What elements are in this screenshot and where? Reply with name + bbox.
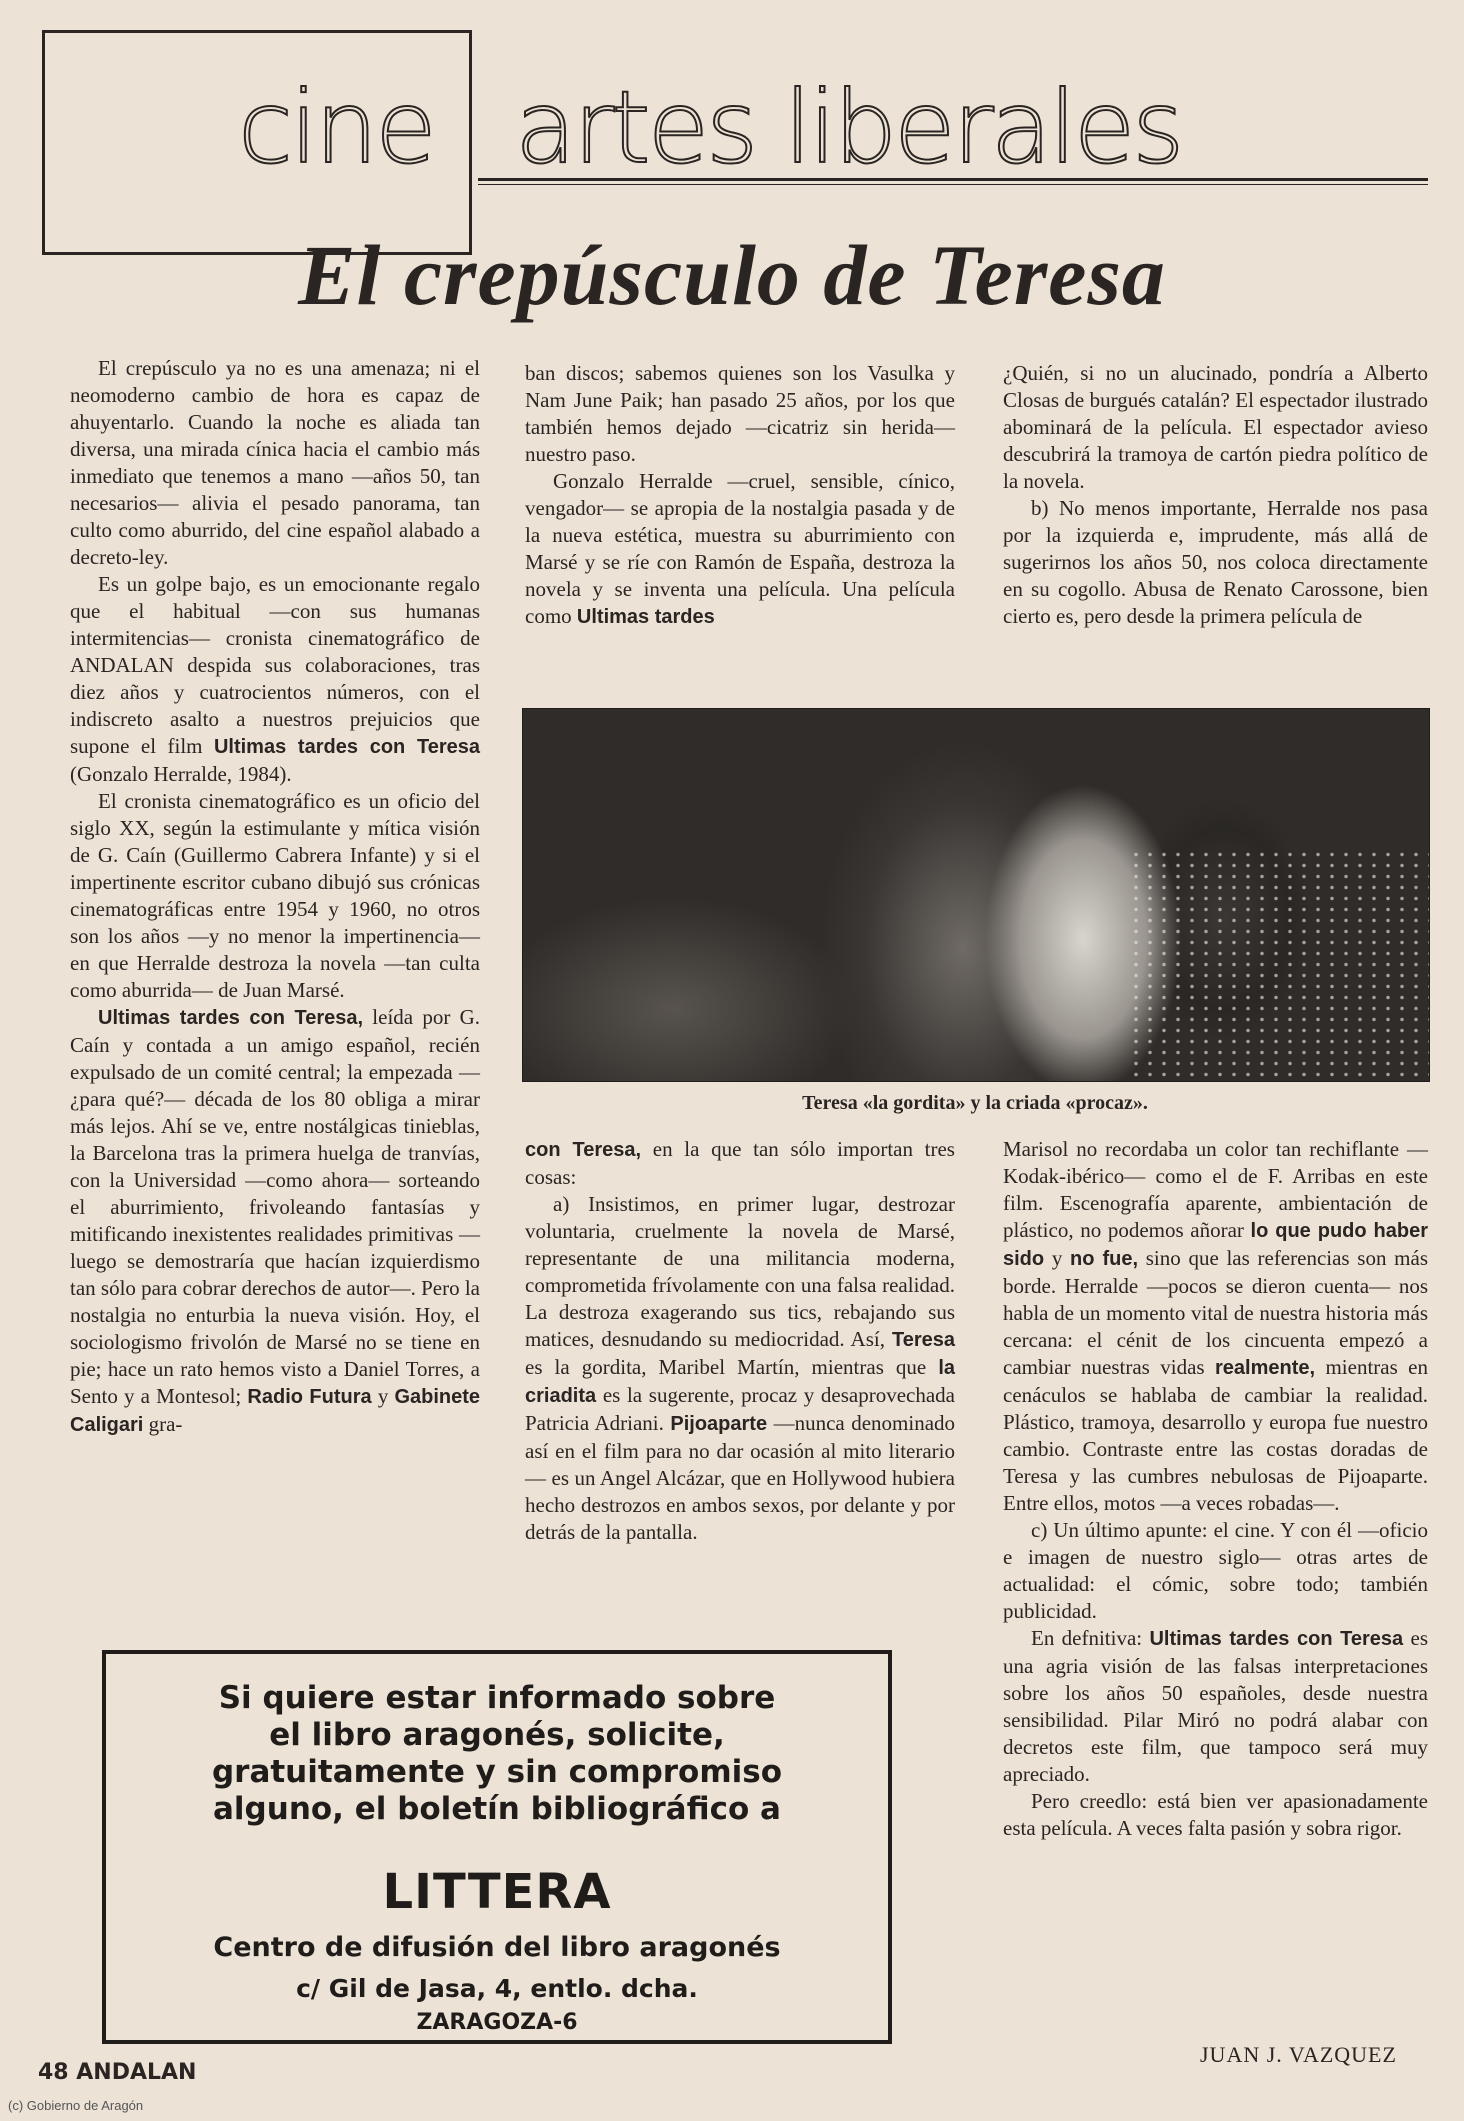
film-title: Ultimas tardes bbox=[576, 606, 715, 628]
article-column-3-bottom bbox=[1003, 1136, 1428, 1842]
paragraph: Pero creedlo: está bien ver apasionadamente esta película. A veces falta pasión y sobra rigor. bbox=[1003, 1789, 1428, 1840]
article-column-1 bbox=[70, 355, 480, 1439]
copyright-credit: (c) Gobierno de Aragón bbox=[8, 2098, 144, 2113]
photo-caption: Teresa «la gordita» y la criada «procaz». bbox=[802, 1092, 1148, 1114]
littera-advertisement bbox=[102, 1650, 892, 2044]
author-byline: JUAN J. VAZQUEZ bbox=[1200, 2042, 1397, 2067]
film-title: Ultimas tardes con Teresa, bbox=[98, 1007, 364, 1029]
ad-address: c/ Gil de Jasa, 4, entlo. dcha. bbox=[296, 1974, 698, 2003]
article-column-2-top bbox=[525, 360, 955, 631]
headline: El crepúsculo de Teresa bbox=[298, 227, 1166, 323]
ad-text: Si quiere estar informado sobre el libro aragonés, solicite, gratuitamente y sin compromiso alguno, el boletín bibliográfico a bbox=[211, 1680, 783, 1827]
paragraph: En defnitiva: Ultimas tardes con Teresa es una agria visión de las falsas interpretaciones sobre los años 50 españoles, desde nuestra sensibilidad. Pilar Miró no podrá alabar con decretos este film, que tampoco será muy apreciado. bbox=[1003, 1626, 1429, 1786]
paragraph: c) Un último apunte: el cine. Y con él —oficio e imagen de nuestro siglo— otras artes de actualidad: el cómic, sobre todo; también publicidad. bbox=[1003, 1518, 1428, 1623]
film-title: con Teresa, bbox=[525, 1139, 642, 1161]
paragraph: Gonzalo Herralde —cruel, sensible, cínico, vengador— se apropia de la nostalgia pasada y de la nueva estética, muestra su aburrimiento con Marsé y se ríe con Ramón de España, destroza la novela y se inventa una película. Una película como Ultimas tardes bbox=[525, 469, 955, 628]
paragraph: ban discos; sabemos quienes son los Vasulka y Nam June Paik; han pasado 25 años, por los que también hemos dejado —cicatriz sin herida— nuestro paso. bbox=[525, 361, 955, 466]
film-title: Ultimas tardes con Teresa bbox=[1149, 1628, 1404, 1650]
page-number: 48 ANDALAN bbox=[38, 2060, 197, 2085]
ad-city: ZARAGOZA-6 bbox=[416, 2010, 578, 2035]
paragraph: El crepúsculo ya no es una amenaza; ni el neomoderno cambio de hora es capaz de ahuyentarlo. Cuando la noche es aliada tan diversa, una mirada cínica hacia el cambio más inmediato que tenemos a mano —años 50, tan necesarios— alivia el pesado panorama, tan culto como aburrido, del cine español alabado a decreto-ley. bbox=[70, 356, 480, 569]
paragraph: ¿Quién, si no un alucinado, pondría a Alberto Closas de burgués catalán? El espectador ilustrado abominará de la película. El espectador avieso descubrirá la tramoya de cartón piedra político de la novela. bbox=[1003, 361, 1428, 493]
section-label-cine: cine bbox=[238, 69, 434, 186]
header-rule bbox=[478, 178, 1428, 185]
paragraph: Marisol no recordaba un color tan rechiflante —Kodak-ibérico— como el de F. Arribas en este film. Escenografía aparente, ambientación de plástico, no podemos añorar lo que pudo haber sido y no fue, sino que las referencias son más borde. Herralde —pocos se dieron cuenta— nos habla de un momento vital de nuestra historia más cercana: el cénit de los cincuenta empezó a cambiar nuestras vidas realmente, mientras en cenáculos se hablaba de cambiar la realidad. Plástico, tramoya, desarrollo y europa fue nuestro cambio. Contraste entre las costas doradas de Teresa y las cumbres nebulosas de Pijoaparte. Entre ellos, motos —a veces robadas—. bbox=[1003, 1137, 1428, 1515]
paragraph: Ultimas tardes con Teresa, leída por G. Caín y contada a un amigo español, recién expulsado de un comité central; la empezada —¿para qué?— década de los 80 obliga a mirar más lejos. Ahí se ve, entre nostálgicas tinieblas, la Barcelona tras la primera huelga de tranvías, con la Universidad —como ahora— sorteando el aburrimiento, frivoleando fantasías y mitificando inexistentes realidades primitivas —luego se demostraría que hacían izquierdismo tan sólo para cobrar derechos de autor—. Pero la nostalgia no enturbia la nueva visión. Hoy, el sociologismo frivolón de Marsé no se tiene en pie; hace un rato hemos visto a Daniel Torres, a Sento y a Montesol; Radio Futura y Gabinete Caligari gra- bbox=[70, 1005, 481, 1436]
article-column-3-top bbox=[1003, 360, 1428, 630]
section-label-artes-liberales: artes liberales bbox=[515, 69, 1182, 186]
ad-brand: LITTERA bbox=[382, 1864, 612, 1920]
ad-subtitle: Centro de difusión del libro aragonés bbox=[213, 1932, 781, 1963]
article-column-2-bottom bbox=[525, 1136, 955, 1546]
water-sparkle bbox=[1129, 849, 1429, 1079]
paragraph: b) No menos importante, Herralde nos pasa por la izquierda e, imprudente, más allá de sugerirnos los años 50, nos coloca directamente en su cogollo. Abusa de Renato Carossone, bien cierto es, pero desde la primera película de bbox=[1003, 496, 1428, 628]
paragraph: El cronista cinematográfico es un oficio del siglo XX, según la estimulante y mítica visión de G. Caín (Guillermo Cabrera Infante) y si el impertinente escritor cubano dibujó sus crónicas cinematográficas entre 1954 y 1960, no otros son los años —y no menor la impertinencia— en que Herralde destroza la novela —tan culta como aburrida— de Juan Marsé. bbox=[70, 789, 480, 1002]
paragraph: con Teresa, en la que tan sólo importan tres cosas: bbox=[525, 1137, 955, 1189]
film-still-photo bbox=[522, 708, 1430, 1082]
film-title: Ultimas tardes con Teresa bbox=[213, 736, 481, 758]
paragraph: a) Insistimos, en primer lugar, destrozar voluntaria, cruelmente la novela de Marsé, representante de una militancia moderna, comprometida frívolamente con una falsa realidad. La destroza exagerando sus tics, rebajando sus matices, desnudando su mediocridad. Así, Teresa es la gordita, Maribel Martín, mientras que la criadita es la sugerente, procaz y desaprovechada Patricia Adriani. Pijoaparte —nunca denominado así en el film para no dar ocasión al mito literario— es un Angel Alcázar, que en Hollywood hubiera hecho destrozos en ambos sexos, por delante y por detrás de la pantalla. bbox=[525, 1192, 956, 1544]
paragraph: Es un golpe bajo, es un emocionante regalo que el habitual —con sus humanas intermitencias— cronista cinematográfico de ANDALAN despida sus colaboraciones, tras diez años y cuatrocientos números, con el indiscreto asalto a nuestros prejuicios que supone el film Ultimas tardes con Teresa (Gonzalo Herralde, 1984). bbox=[70, 572, 481, 786]
